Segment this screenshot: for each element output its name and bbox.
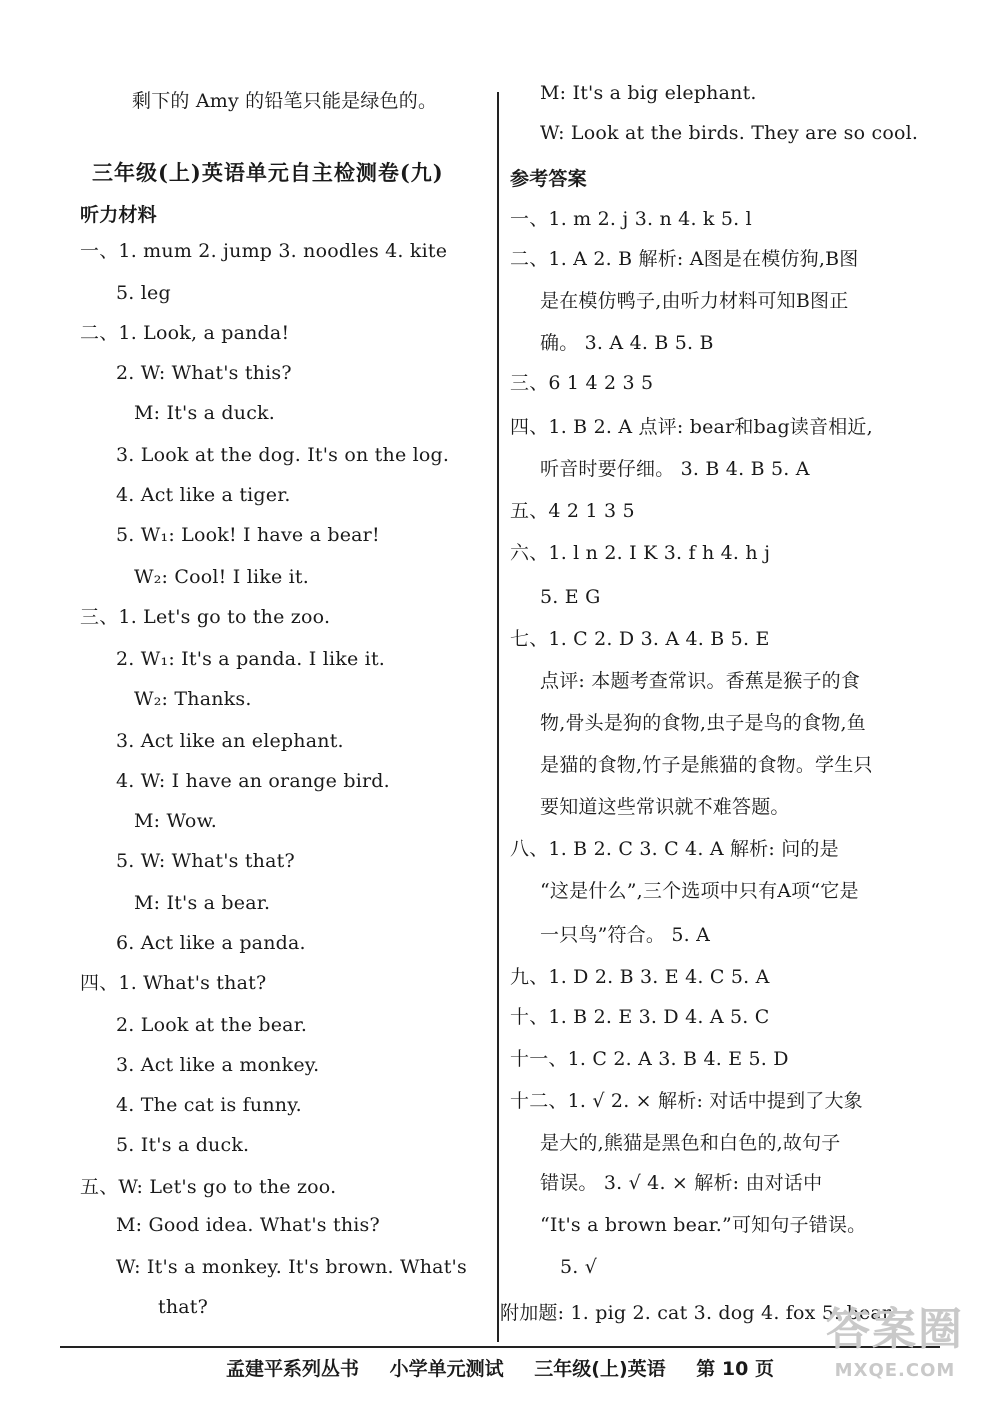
text-line: 一、1. mum 2. jump 3. noodles 4. kite [80, 240, 448, 262]
text-line: 十一、1. C 2. A 3. B 4. E 5. D [510, 1048, 789, 1070]
section-title: 三年级(上)英语单元自主检测卷(九) [92, 160, 444, 185]
text-line: 5. W: What's that? [116, 850, 295, 872]
text-line: 2. W₁: It's a panda. I like it. [116, 648, 386, 670]
text-line: 2. W: What's this? [116, 362, 292, 384]
text-line: W₂: Thanks. [134, 688, 252, 710]
column-divider [497, 92, 499, 1342]
text-line: 十、1. B 2. E 3. D 4. A 5. C [510, 1006, 770, 1028]
text-line: M: Good idea. What's this? [116, 1214, 380, 1236]
text-line: 5. leg [116, 282, 171, 304]
text-line: 4. Act like a tiger. [116, 484, 291, 506]
text-line: 5. It's a duck. [116, 1134, 250, 1156]
text-line: 附加题: 1. pig 2. cat 3. dog 4. fox 5. bear [500, 1302, 892, 1324]
text-line: 三、1. Let's go to the zoo. [80, 606, 331, 628]
text-line: 5. E G [540, 586, 601, 608]
text-line: 一、1. m 2. j 3. n 4. k 5. l [510, 208, 752, 230]
text-line: M: It's a bear. [134, 892, 271, 914]
text-line: 3. Act like an elephant. [116, 730, 344, 752]
watermark-text: 答案圈 [826, 1304, 964, 1355]
text-line: 错误。 3. √ 4. × 解析: 由对话中 [540, 1172, 823, 1194]
text-line: 3. Look at the dog. It's on the log. [116, 444, 450, 466]
footer-series: 孟建平系列丛书 [226, 1358, 360, 1380]
text-line: “It's a brown bear.”可知句子错误。 [540, 1214, 867, 1236]
text-line: 5. √ [560, 1256, 598, 1278]
text-line: W: Look at the birds. They are so cool. [540, 122, 919, 144]
watermark-logo [800, 1300, 990, 1400]
text-line: M: It's a duck. [134, 402, 276, 424]
text-line: 听音时要仔细。 3. B 4. B 5. A [540, 458, 810, 480]
text-line: 要知道这些常识就不难答题。 [540, 796, 790, 818]
text-line: 四、1. B 2. A 点评: bear和bag读音相近, [510, 416, 873, 438]
text-line: 二、1. A 2. B 解析: A图是在模仿狗,B图 [510, 248, 859, 270]
footer-page-number: 第 10 页 [696, 1358, 774, 1380]
text-line: 5. W₁: Look! I have a bear! [116, 524, 380, 546]
watermark-url: MXQE.COM [834, 1360, 956, 1381]
text-line: 二、1. Look, a panda! [80, 322, 290, 344]
text-line: 一只鸟”符合。 5. A [540, 924, 711, 946]
text-line: M: Wow. [134, 810, 218, 832]
text-line: W: It's a monkey. It's brown. What's [116, 1256, 467, 1278]
text-line: 是大的,熊猫是黑色和白色的,故句子 [540, 1132, 841, 1154]
text-line: 点评: 本题考查常识。香蕉是猴子的食 [540, 670, 861, 692]
text-line: 3. Act like a monkey. [116, 1054, 320, 1076]
text-line: 2. Look at the bear. [116, 1014, 308, 1036]
footer-grade-subject: 三年级(上)英语 [534, 1358, 666, 1380]
text-line: 十二、1. √ 2. × 解析: 对话中提到了大象 [510, 1090, 863, 1112]
text-line: 物,骨头是狗的食物,虫子是鸟的食物,鱼 [540, 712, 866, 734]
text-line: 6. Act like a panda. [116, 932, 306, 954]
text-line: 六、1. l n 2. I K 3. f h 4. h j [510, 542, 771, 564]
text-line: 七、1. C 2. D 3. A 4. B 5. E [510, 628, 770, 650]
footer-book: 小学单元测试 [389, 1358, 504, 1380]
text-line: 五、4 2 1 3 5 [510, 500, 635, 522]
text-line: 是猫的食物,竹子是熊猫的食物。学生只 [540, 754, 873, 776]
text-line: 是在模仿鸭子,由听力材料可知B图正 [540, 290, 849, 312]
listening-heading: 听力材料 [80, 204, 157, 226]
text-line: 五、W: Let's go to the zoo. [80, 1176, 337, 1198]
text-line: 四、1. What's that? [80, 972, 267, 994]
text-line: 九、1. D 2. B 3. E 4. C 5. A [510, 966, 770, 988]
answers-heading: 参考答案 [510, 168, 587, 190]
text-line: M: It's a big elephant. [540, 82, 757, 104]
text-line: 4. W: I have an orange bird. [116, 770, 390, 792]
text-line: that? [158, 1296, 209, 1318]
text-line: 三、6 1 4 2 3 5 [510, 372, 654, 394]
text-line: W₂: Cool! I like it. [134, 566, 309, 588]
text-line: “这是什么”,三个选项中只有A项“它是 [540, 880, 859, 902]
continuation-line: 剩下的 Amy 的铅笔只能是绿色的。 [132, 90, 438, 112]
text-line: 八、1. B 2. C 3. C 4. A 解析: 问的是 [510, 838, 839, 860]
text-line: 确。 3. A 4. B 5. B [540, 332, 714, 354]
text-line: 4. The cat is funny. [116, 1094, 302, 1116]
